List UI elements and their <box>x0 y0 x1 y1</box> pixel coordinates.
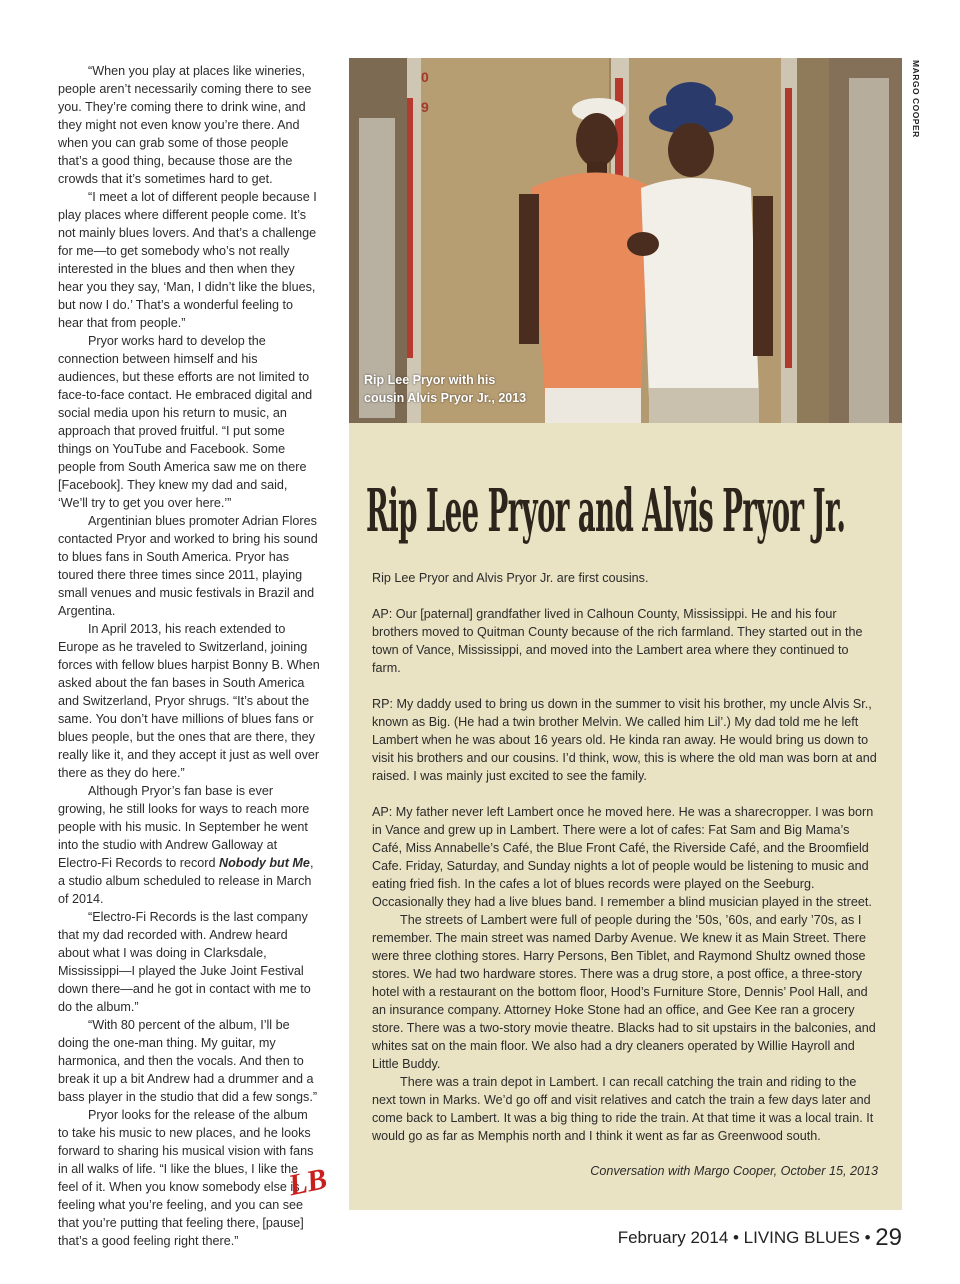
body-paragraph: “I meet a lot of different people because I play places where different people come. It’s not mainly blues lovers. And that’s a challenge for me—to get somebody who’s not really interested in the blues and then when they hear you they say, ‘Man, I didn’t like the blues, but now I do.’ That’s a wonderful feeling to hear that from people.” <box>58 190 317 330</box>
body-text: Although Pryor’s fan base is ever growing, he still looks for ways to reach more people with his music. In September he went into the studio with Andrew Galloway at Electro-Fi Records to record <box>58 784 310 870</box>
sidebar-paragraph: AP: My father never left Lambert once he moved here. He was a sharecropper. I was born in Vance and grew up in Lambert. There were a lot of cafes: Fat Sam and Big Mama’s Café, Miss Annabelle’s Café, the Blue Front Café, the Riverside Café, and the Broomfield Cafe. Friday, Saturday, and Sunday nights a lot of people would be listening to music and eating fried fish. In the cafes a lot of blues records were played on the Seeburg. Occasionally they had a live blues band. I remember a blind musician played in the street. <box>372 805 874 909</box>
living-blues-logo: LB <box>285 1162 330 1203</box>
photo-caption <box>364 371 564 407</box>
sidebar-body <box>372 569 880 1145</box>
photo-credit: MARGO COOPER <box>911 60 921 138</box>
sidebar-paragraph: The streets of Lambert were full of people during the ’50s, ’60s, and early ’70s, as I remember. The main street was named Darby Avenue. We knew it as Main Street. There were three clothing stores. Harry Persons, Ben Tiblet, and Raymond Shultz owned those stores. We had two hardware stores. There was a drug store, a post office, a three-story hotel with a restaurant on the bottom floor, Hood’s Furniture Store, Dennis’ Pool Hall, and an insurance company. Attorney Hoke Stone had an office, and Gee Kee ran a grocery store. There was a two-story movie theatre. Blacks had to sit upstairs in the balconies, and whites sat on the main floor. We also had a dry cleaners operated by Willie Hayroll and Little Buddy. <box>372 913 876 1071</box>
caption-line: Rip Lee Pryor with his <box>364 373 496 387</box>
interview-signoff: Conversation with Margo Cooper, October 15, 2013 <box>590 1164 878 1178</box>
body-paragraph: In April 2013, his reach extended to Europe as he traveled to Switzerland, joining forces with fellow blues harpist Bonny B. When asked about the fan bases in South America and Switzerland, Pryor shrugs. “It’s about the same. You don’t have millions of blues fans or blues people, but the ones that are there, they really like it, and they accept it just as well over there as they do here.” <box>58 622 320 780</box>
body-paragraph: “When you play at places like wineries, people aren’t necessarily coming there to see you. They’re coming there to drink wine, and they might not even know you’re there. And when you can grab some of those people that’s a good thing, because those are the crowds that it’s sometimes hard to get. <box>58 64 312 186</box>
body-paragraph: “Electro-Fi Records is the last company that my dad recorded with. Andrew heard about what I was doing in Clarksdale, Mississippi—I played the Juke Joint Festival down there—and he got in contact with me to do the album.” <box>58 910 311 1014</box>
body-paragraph: “With 80 percent of the album, I’ll be doing the one-man thing. My guitar, my harmonica, and then the vocals. And then to break it up a bit Andrew had a drummer and a bass player in the studio that did a few songs.” <box>58 1018 318 1104</box>
page-folio <box>618 1224 902 1252</box>
sidebar-paragraph: Rip Lee Pryor and Alvis Pryor Jr. are first cousins. <box>372 571 649 585</box>
caption-line: cousin Alvis Pryor Jr., 2013 <box>364 391 527 405</box>
cover-photo <box>349 58 902 423</box>
folio-text: February 2014 • LIVING BLUES • <box>617 1228 871 1247</box>
album-title: Nobody but Me <box>218 856 310 870</box>
sidebar-paragraph: AP: Our [paternal] grandfather lived in Calhoun County, Mississippi. He and his four brothers moved to Quitman County because of the rich farmland. They started out in the town of Vance, Mississippi, and moved into the Lambert area where they continued to farm. <box>372 607 863 675</box>
svg-text:9: 9 <box>421 99 429 115</box>
body-paragraph: Argentinian blues promoter Adrian Flores contacted Pryor and worked to bring his sound to blues fans in South America. Pryor has toured there three times since 2011, playing small venues and music festivals in Brazil and Argentina. <box>58 514 318 618</box>
body-paragraph <box>58 782 320 908</box>
sidebar-headline: Rip Lee Pryor and Alvis Pryor Jr. <box>366 475 846 546</box>
photo-illustration <box>349 58 902 423</box>
article-column <box>58 62 320 1250</box>
page-number: 29 <box>875 1224 902 1251</box>
svg-text:0: 0 <box>421 69 429 85</box>
sidebar-paragraph: RP: My daddy used to bring us down in the summer to visit his brother, my uncle Alvis Sr., known as Big. (He had a twin brother Melvin. We called him Lil’.) My dad told me he left Lambert when he was about 16 years old. He kinda ran away. He would bring us down to visit his brothers and our cousins. I’d think, wow, this is where the old man was born at and raised. I was mainly just excited to see the family. <box>372 697 877 783</box>
sidebar-paragraph: There was a train depot in Lambert. I can recall catching the train and riding to the next town in Marks. We’d go off and visit relatives and catch the train a few days later and come back to Lambert. It was a big thing to ride the train. At that time it was a local train. It would go as far as Memphis north and I think it went as far as Greenwood south. <box>372 1075 874 1143</box>
body-text: , a studio album scheduled to release in March of 2014. <box>58 856 314 906</box>
body-paragraph: Pryor looks for the release of the album to take his music to new places, and he looks forward to sharing his musical vision with fans in all walks of life. “I like the blues, I like the feel of it. When you know somebody else is feeling what you’re feeling, and you can see that you’re putting that feeling there, [pause] that’s a good feeling right there.” <box>58 1108 314 1248</box>
body-paragraph: Pryor works hard to develop the connection between himself and his audiences, but these efforts are not limited to face-to-face contact. He embraced digital and social media upon his return to music, an approach that proved fruitful. “I put some things on YouTube and Facebook. Some people from South America saw me on there [Facebook]. They knew my dad and said, ‘We’ll try to get you over here.’” <box>58 334 313 510</box>
